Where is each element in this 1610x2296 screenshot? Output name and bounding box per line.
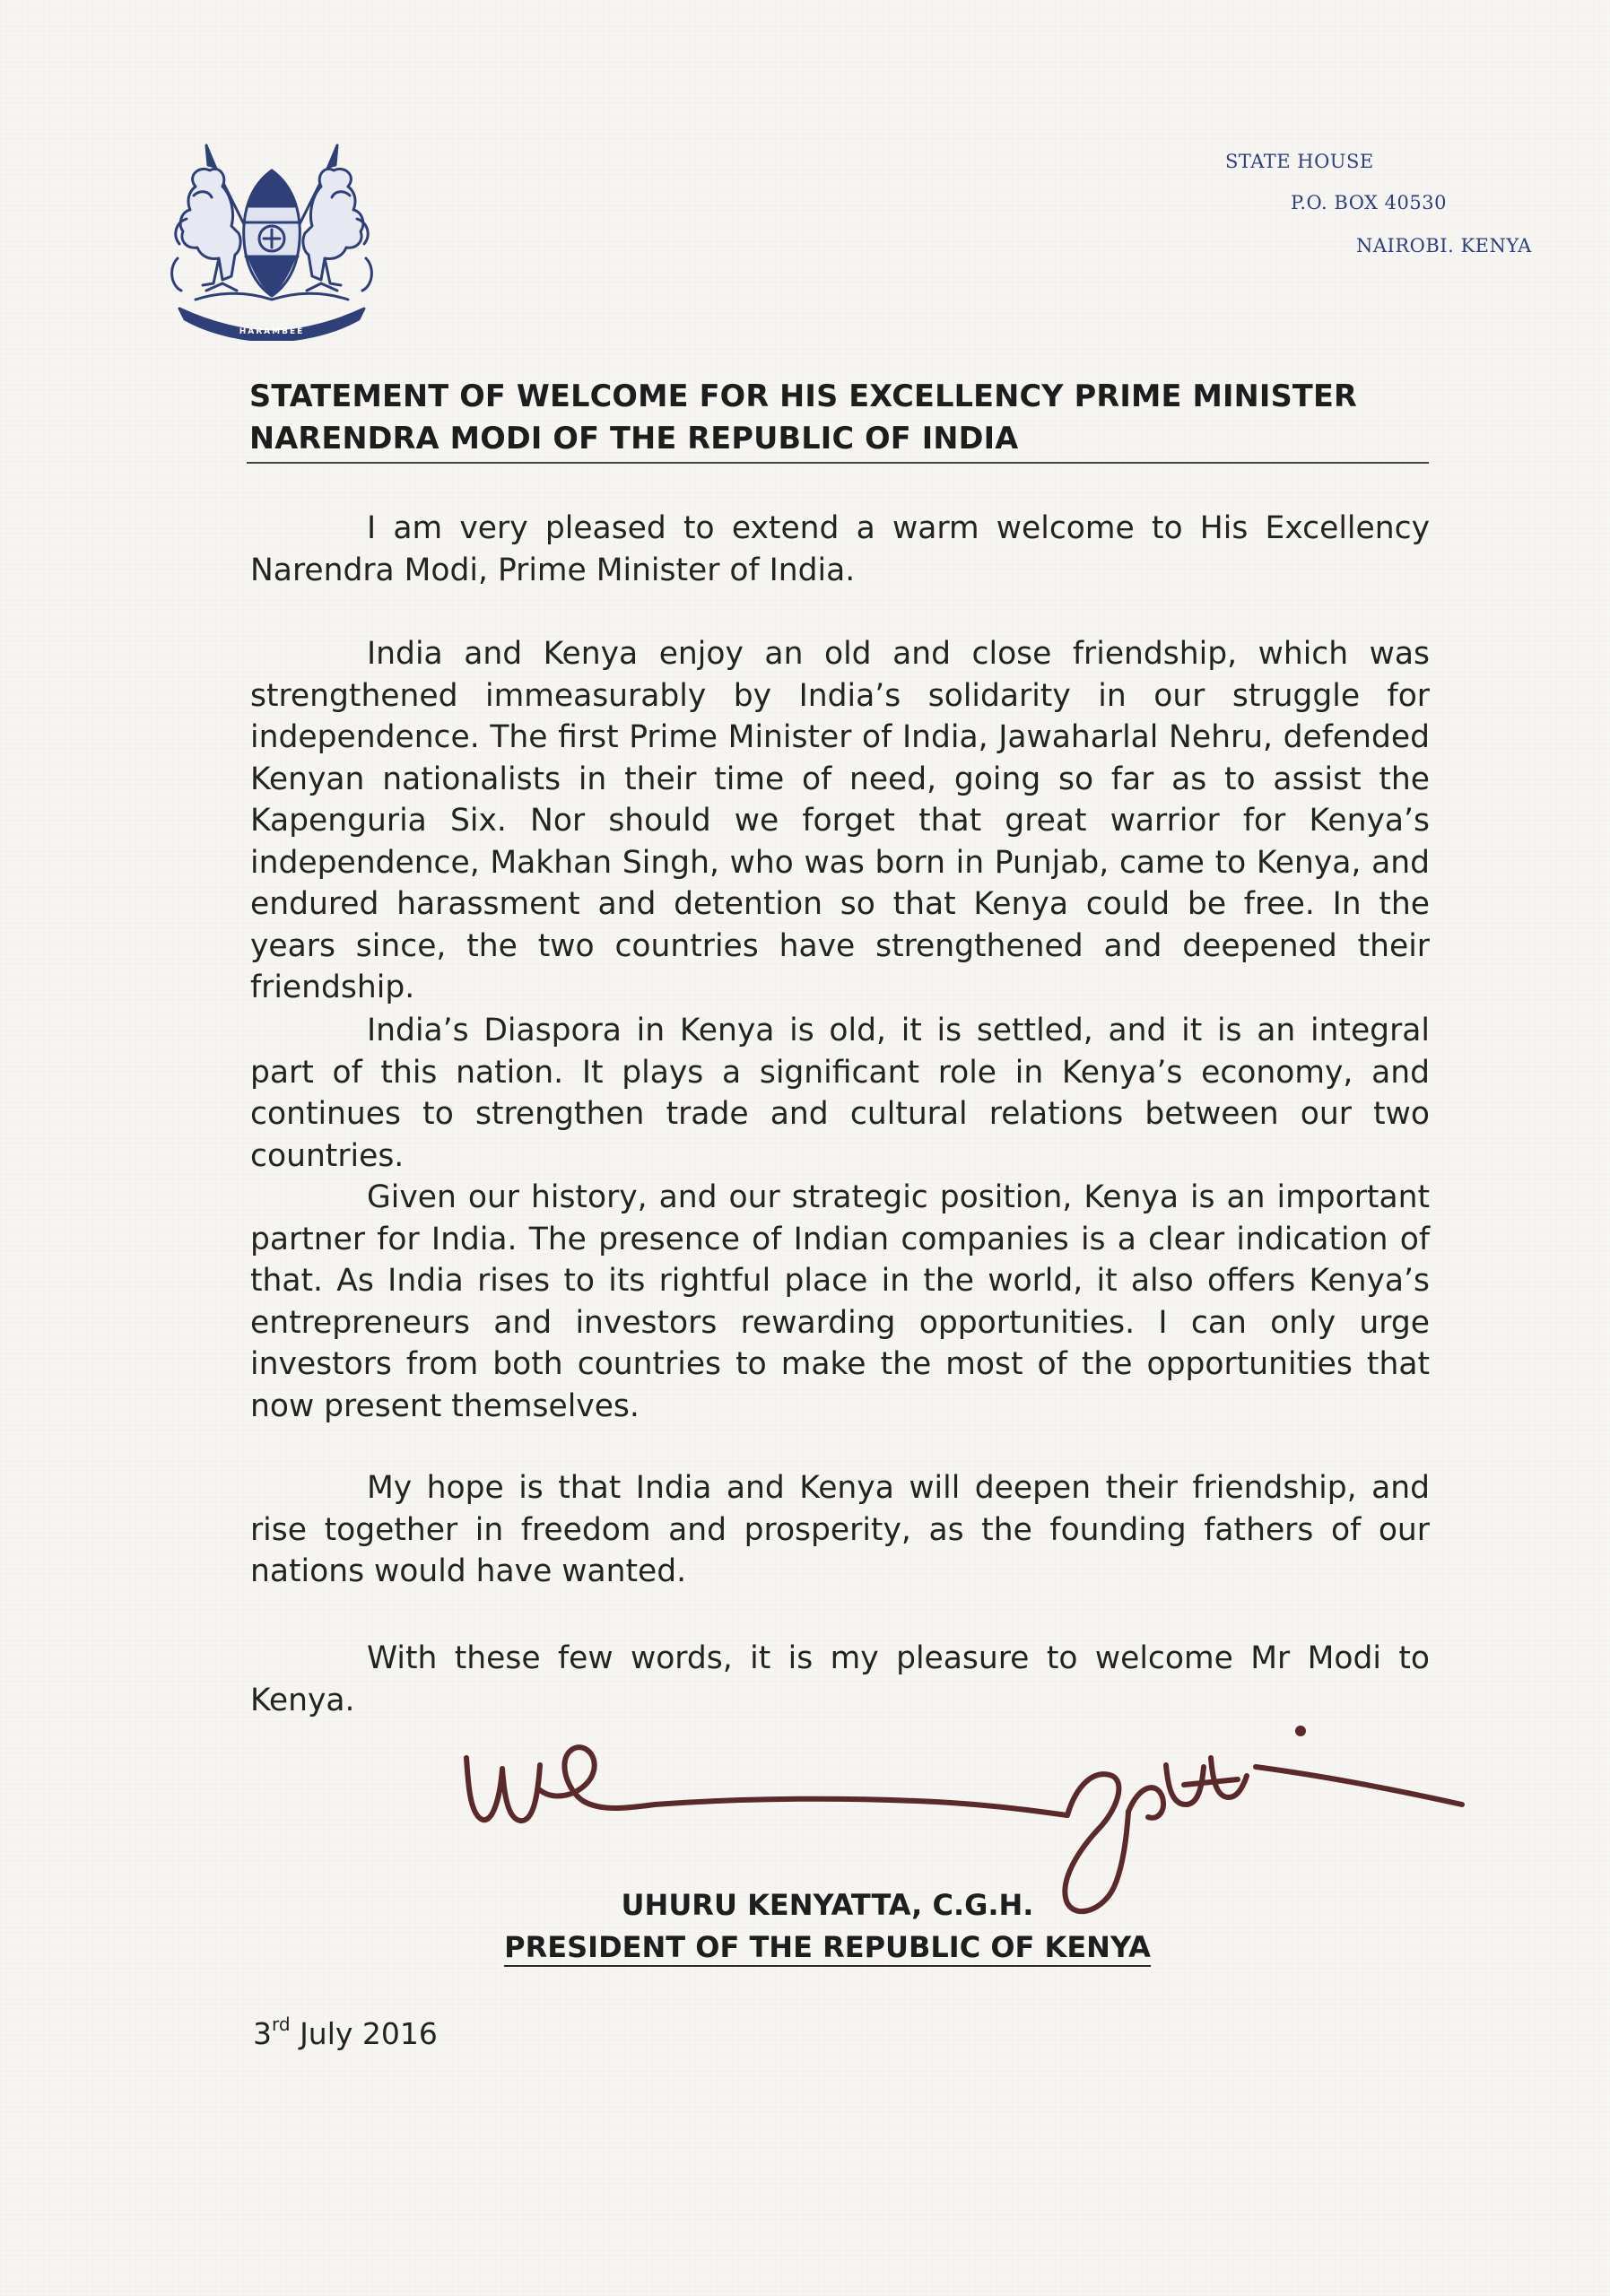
paragraph-diaspora: India’s Diaspora in Kenya is old, it is settled, and it is an integral part of this nation. It plays a significant role in Kenya’s economy, and continues to strengthen trade and cultural relations between our two countries. bbox=[250, 1013, 1430, 1174]
heading-line-1: STATEMENT OF WELCOME FOR HIS EXCELLENCY PRIME MINISTER bbox=[249, 378, 1358, 413]
paragraph-closing: With these few words, it is my pleasure to welcome Mr Modi to Kenya. bbox=[250, 1640, 1430, 1718]
letter-date bbox=[253, 2013, 438, 2051]
statement-heading bbox=[249, 375, 1429, 459]
date-suffix: rd bbox=[272, 2013, 291, 2035]
date-rest: July 2016 bbox=[300, 2016, 438, 2051]
coat-of-arms-motto: HARAMBEE bbox=[239, 327, 305, 336]
signatory-name: UHURU KENYATTA, C.G.H. bbox=[621, 1888, 1034, 1922]
coat-of-arms-emblem bbox=[160, 133, 384, 341]
paragraph-welcome: I am very pleased to extend a warm welcome to His Excellency Narendra Modi, Prime Minister of India. bbox=[250, 510, 1430, 588]
heading-underline bbox=[247, 462, 1429, 464]
paragraph-strategic-partnership: Given our history, and our strategic position, Kenya is an important partner for India. The presence of Indian companies is a clear indication of that. As India rises to its rightful place in the world, it also offers Kenya’s entrepreneurs and investors rewarding opportunities. I can only urge investors from both countries to make the most of the opportunities that now present themselves. bbox=[250, 1179, 1430, 1424]
signatory-title-text: PRESIDENT OF THE REPUBLIC OF KENYA bbox=[504, 1930, 1151, 1967]
address-line-3: NAIROBI. KENYA bbox=[1356, 235, 1532, 257]
address-line-2: P.O. BOX 40530 bbox=[1291, 192, 1447, 213]
address-line-1: STATE HOUSE bbox=[1225, 151, 1374, 172]
paragraph-friendship-history: India and Kenya enjoy an old and close friendship, which was strengthened immeasurably by India’s solidarity in our struggle for independence. The first Prime Minister of India, Jawaharlal Nehru, defended Kenyan nationalists in their time of need, going so far as to assist the Kapenguria Six. Nor should we forget that great warrior for Kenya’s independence, Makhan Singh, who was born in Punjab, came to Kenya, and endured harassment and detention so that Kenya could be free. In the years since, the two countries have strengthened and deepened their friendship. bbox=[250, 636, 1430, 1005]
signatory-title bbox=[22, 1930, 1610, 1964]
paragraph-hope: My hope is that India and Kenya will deepen their friendship, and rise together in freedom and prosperity, as the founding fathers of our nations would have wanted. bbox=[250, 1470, 1430, 1589]
date-day: 3 bbox=[253, 2016, 272, 2051]
heading-line-2: NARENDRA MODI OF THE REPUBLIC OF INDIA bbox=[249, 421, 1019, 456]
